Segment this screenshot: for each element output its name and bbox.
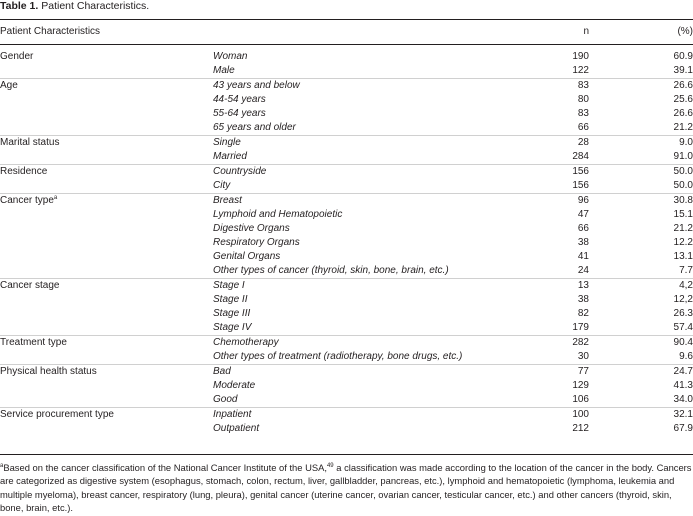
table-row [0,393,693,407]
percent-cell: 9.0 [679,137,693,148]
category-label: Stage III [213,308,251,319]
table-row [0,208,693,222]
group-name-text: Cancer type [0,195,54,206]
count-cell: 38 [577,294,589,305]
table-row [0,107,693,121]
group-name-text: Cancer stage [0,280,60,291]
percent-cell: 26.6 [673,80,693,91]
group-name-text: Gender [0,51,34,62]
category-label: Woman [213,51,248,62]
table-row [0,236,693,250]
count-cell: 28 [577,137,589,148]
group-name [0,408,114,422]
table-row [0,422,693,436]
group-name [0,336,67,350]
table-row [0,264,693,278]
category-label: 43 years and below [213,80,300,91]
table-row [0,78,693,93]
percent-cell: 34.0 [673,394,693,405]
table-row [0,335,693,350]
count-cell: 156 [572,166,589,177]
percent-cell: 30.8 [673,195,693,206]
header-pct: (%) [677,26,693,37]
group-name [0,165,47,179]
count-cell: 66 [577,122,589,133]
table-row [0,193,693,208]
category-label: Stage IV [213,322,252,333]
table-row [0,307,693,321]
table-caption [0,0,149,13]
category-label: Genital Organs [213,251,281,262]
group-name [0,194,57,208]
percent-cell: 50.0 [673,166,693,177]
group-name-text: Physical health status [0,366,97,377]
category-label: Respiratory Organs [213,237,300,248]
table-row [0,250,693,264]
count-cell: 284 [572,151,589,162]
table-row [0,135,693,150]
table-row [0,321,693,335]
group-name-text: Residence [0,166,48,177]
group-name-text: Service procurement type [0,409,114,420]
header-n: n [583,26,589,37]
group-name-text: Marital status [0,137,60,148]
table-row [0,407,693,422]
percent-cell: 15.1 [673,209,693,220]
count-cell: 38 [577,237,589,248]
category-label: Moderate [213,380,256,391]
category-label: Other types of treatment (radiotherapy, bone drugs, etc.) [213,351,463,362]
count-cell: 80 [577,94,589,105]
footnote [0,461,693,515]
count-cell: 156 [572,180,589,191]
percent-cell: 57.4 [673,322,693,333]
count-cell: 106 [572,394,589,405]
category-label: Inpatient [213,409,252,420]
table-row [0,364,693,379]
group-name [0,279,59,293]
count-cell: 282 [572,337,589,348]
count-cell: 30 [577,351,589,362]
count-cell: 47 [577,209,589,220]
percent-cell: 41.3 [673,380,693,391]
category-label: City [213,180,231,191]
count-cell: 122 [572,65,589,76]
table-label: Table 1. [0,0,39,12]
table-title: Patient Characteristics. [41,0,150,12]
table-row [0,50,693,64]
count-cell: 13 [577,280,589,291]
category-label: Chemotherapy [213,337,279,348]
percent-cell: 13.1 [673,251,693,262]
percent-cell: 12.2 [673,237,693,248]
percent-cell: 9.6 [679,351,693,362]
category-label: Married [213,151,247,162]
category-label: Lymphoid and Hematopoietic [213,209,343,220]
count-cell: 129 [572,380,589,391]
category-label: 44-54 years [213,94,266,105]
table-row [0,278,693,293]
table-row [0,121,693,135]
percent-cell: 39.1 [673,65,693,76]
percent-cell: 12,2 [673,294,693,305]
percent-cell: 4,2 [679,280,693,291]
footnote-text-before: Based on the cancer classification of the National Cancer Institute of the USA, [3,462,327,473]
footnote-marker: a [0,463,4,469]
count-cell: 66 [577,223,589,234]
group-name [0,136,59,150]
group-name-text: Treatment type [0,337,67,348]
count-cell: 41 [577,251,589,262]
category-label: Bad [213,366,231,377]
count-cell: 212 [572,423,589,434]
percent-cell: 21.2 [673,223,693,234]
category-label: Breast [213,195,242,206]
table-row [0,293,693,307]
percent-cell: 60.9 [673,51,693,62]
table-row [0,93,693,107]
footnote-text-after: a classification was made according to the location of the cancer in the body. Cancers are categorized as digestive system (esophagus, stomach, colon, rectum, liver, gallbladder, pancreas, etc.), lymphoid and hematopoietic (lymphoma, leukemia and multiple myeloma), breast cancer, respiratory (lung, pleura), genital cancer (uterine cancer, ovarian cancer, testicular cancer, etc.) and other cancers (thyroid, skin, bone, brain, etc.). [0,462,692,514]
percent-cell: 50.0 [673,180,693,191]
header-rule [0,44,693,45]
group-name [0,50,33,64]
percent-cell: 90.4 [673,337,693,348]
count-cell: 77 [577,366,589,377]
category-label: 55-64 years [213,108,266,119]
percent-cell: 7.7 [679,265,693,276]
percent-cell: 26.3 [673,308,693,319]
top-rule [0,19,693,20]
count-cell: 82 [577,308,589,319]
group-name [0,79,18,93]
count-cell: 83 [577,80,589,91]
category-label: Digestive Organs [213,223,290,234]
count-cell: 96 [577,195,589,206]
table-row [0,222,693,236]
table-row [0,350,693,364]
percent-cell: 21.2 [673,122,693,133]
category-label: Countryside [213,166,267,177]
percent-cell: 32.1 [673,409,693,420]
category-label: Single [213,137,241,148]
count-cell: 179 [572,322,589,333]
category-label: Stage I [213,280,245,291]
footnote-ref-marker: a [53,195,58,201]
category-label: Good [213,394,238,405]
table-row [0,150,693,164]
bottom-rule [0,454,693,455]
category-label: Stage II [213,294,248,305]
table-row [0,179,693,193]
percent-cell: 91.0 [673,151,693,162]
table-row [0,64,693,78]
category-label: Male [213,65,235,76]
category-label: Outpatient [213,423,260,434]
category-label: 65 years and older [213,122,296,133]
count-cell: 190 [572,51,589,62]
table-row [0,164,693,179]
percent-cell: 24.7 [673,366,693,377]
count-cell: 83 [577,108,589,119]
category-label: Other types of cancer (thyroid, skin, bone, brain, etc.) [213,265,449,276]
footnote-ref: 49 [326,463,334,469]
percent-cell: 26.6 [673,108,693,119]
count-cell: 100 [572,409,589,420]
count-cell: 24 [577,265,589,276]
percent-cell: 25.6 [673,94,693,105]
group-name-text: Age [0,80,18,91]
group-name [0,365,97,379]
header-characteristics: Patient Characteristics [0,26,101,37]
table-row [0,379,693,393]
table-body [0,50,693,436]
percent-cell: 67.9 [673,423,693,434]
